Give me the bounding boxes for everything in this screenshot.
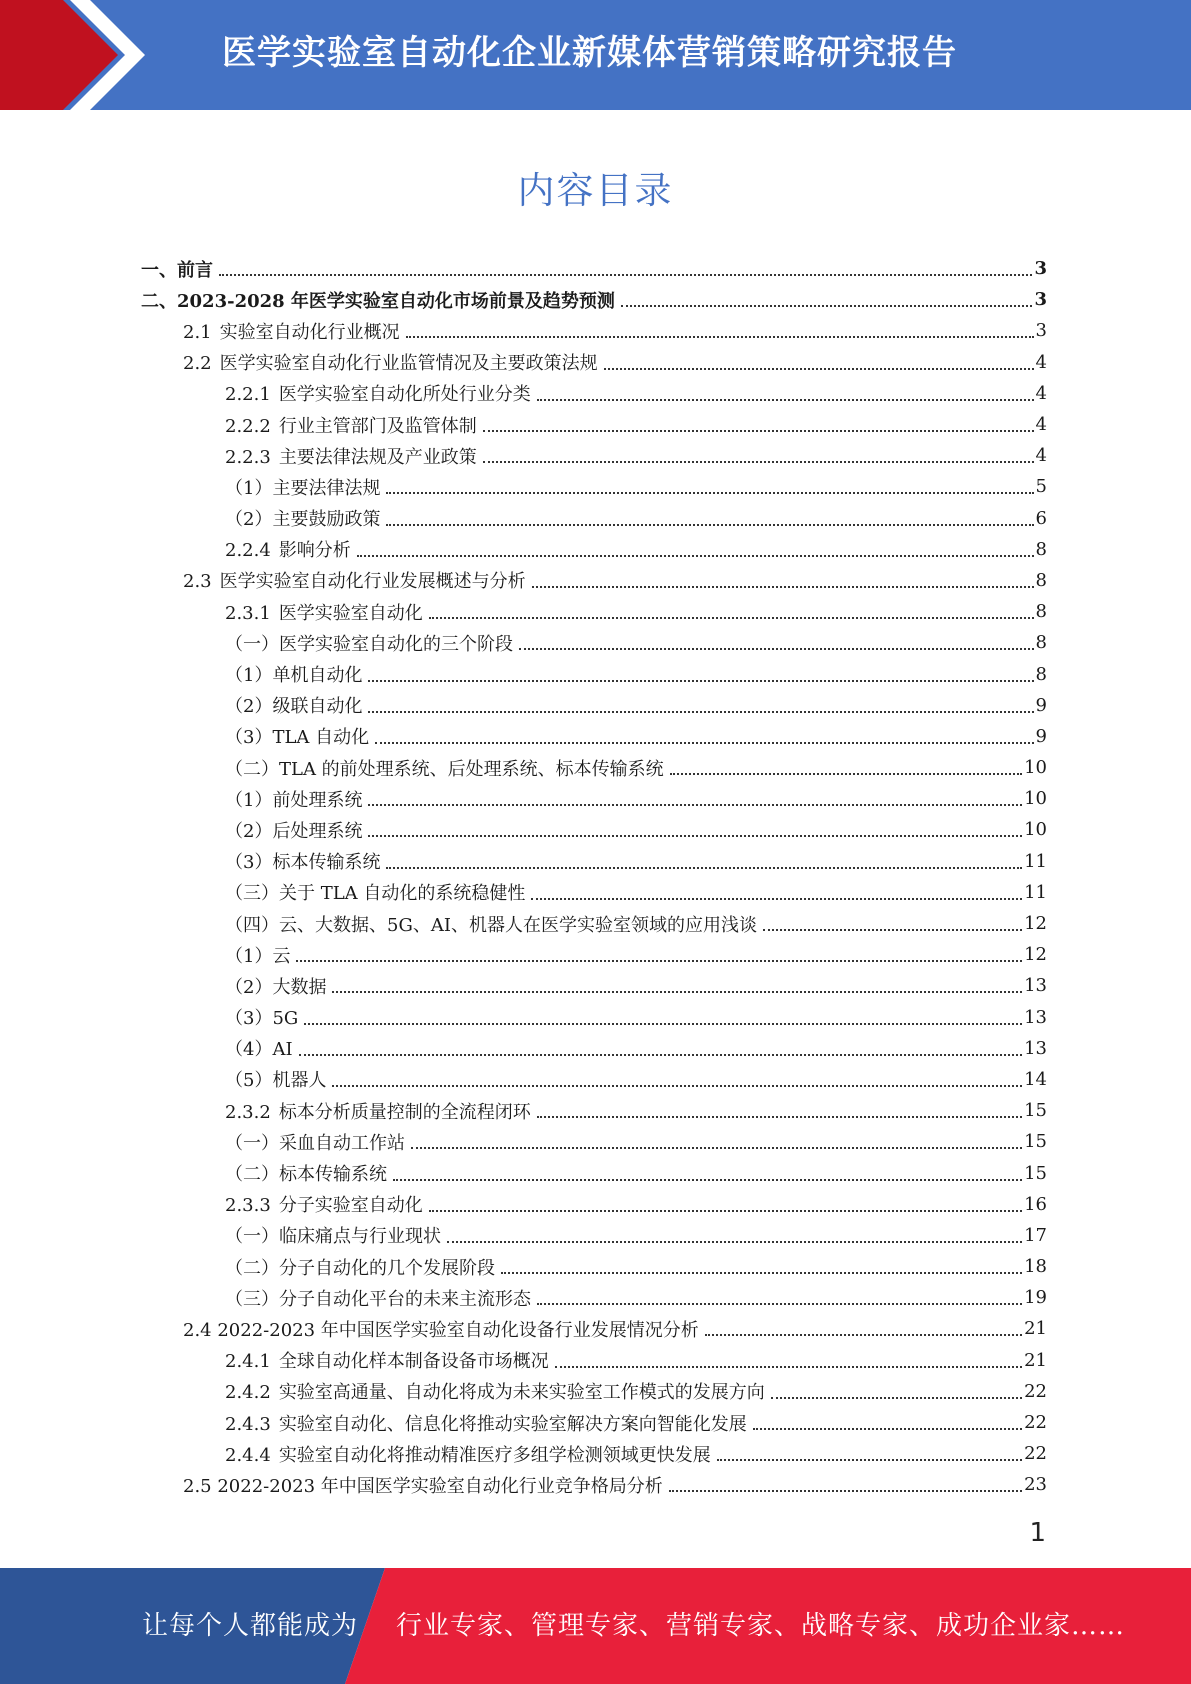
toc-page-number: 4 [1035, 382, 1047, 404]
toc-entry-label: 二、2023-2028 年医学实验室自动化市场前景及趋势预测 [141, 290, 615, 312]
toc-entry-text [225, 1347, 549, 1373]
toc-entry-label: （5）机器人 [225, 1070, 327, 1092]
toc-entry[interactable] [0, 658, 1191, 689]
toc-page-number: 14 [1024, 1068, 1047, 1090]
toc-page-number: 13 [1024, 1037, 1047, 1059]
toc-page-number: 21 [1024, 1318, 1047, 1340]
footer-slogan-right: 行业专家、管理专家、营销专家、战略专家、成功企业家…… [396, 1611, 1126, 1641]
toc-page-number: 11 [1024, 850, 1047, 872]
toc-page-number: 19 [1024, 1287, 1047, 1309]
toc-entry-label: （4）AI [225, 1039, 293, 1061]
toc-entry[interactable] [0, 939, 1191, 970]
toc-entry-text [225, 911, 757, 937]
toc-page-number: 16 [1024, 1193, 1047, 1215]
toc-dot-leader [447, 1240, 1022, 1243]
toc-entry-label: 全球自动化样本制备设备市场概况 [278, 1351, 549, 1373]
toc-entry-text [225, 380, 531, 406]
toc-page-number: 11 [1024, 881, 1047, 903]
toc-dot-leader [296, 959, 1022, 962]
toc-page-number: 15 [1024, 1162, 1047, 1184]
toc-page-number: 13 [1024, 975, 1047, 997]
toc-page-number: 8 [1035, 601, 1047, 623]
toc-entry-text [225, 505, 380, 531]
toc-entry-label: 分子实验室自动化 [278, 1195, 423, 1217]
toc-dot-leader [771, 1396, 1022, 1399]
toc-entry-label: （2）级联自动化 [225, 696, 363, 718]
toc-entry-number: 2.4.3 [225, 1413, 271, 1435]
toc-entry[interactable] [0, 1313, 1191, 1344]
toc-page-number: 8 [1035, 569, 1047, 591]
toc-entry-text [225, 1160, 387, 1186]
toc-dot-leader [483, 460, 1034, 463]
toc-dot-leader [717, 1458, 1022, 1461]
toc-entry-text [225, 1066, 326, 1092]
toc-entry[interactable] [0, 596, 1191, 627]
toc-page-number: 3 [1034, 258, 1047, 280]
toc-entry-text [225, 942, 290, 968]
toc-entry[interactable] [0, 347, 1191, 378]
toc-entry-label: （三）关于 TLA 自动化的系统稳健性 [225, 883, 526, 905]
toc-entry-text [225, 630, 513, 656]
toc-entry-number: 2.2.2 [225, 415, 271, 437]
toc-page-number: 17 [1024, 1224, 1047, 1246]
toc-entry-label: （二）TLA 的前处理系统、后处理系统、标本传输系统 [225, 758, 664, 780]
toc-entry-label: 一、前言 [141, 259, 213, 281]
toc-entry-number: 2.1 [183, 321, 212, 343]
toc-entry-text [225, 599, 423, 625]
toc-entry-text [225, 474, 380, 500]
toc-dot-leader [429, 1209, 1022, 1212]
toc-dot-leader [537, 398, 1034, 401]
toc-entry-text [225, 692, 362, 718]
toc-entry[interactable] [0, 690, 1191, 721]
toc-entry-number: 2.3.2 [225, 1101, 271, 1123]
toc-page-number: 15 [1024, 1131, 1047, 1153]
toc-page-number: 4 [1035, 445, 1047, 467]
toc-entry-label: 医学实验室自动化行业监管情况及主要政策法规 [219, 353, 598, 375]
toc-entry[interactable] [0, 534, 1191, 565]
toc-entry[interactable] [0, 846, 1191, 877]
toc-dot-leader [670, 772, 1022, 775]
toc-entry[interactable] [0, 752, 1191, 783]
toc-page-number: 10 [1024, 819, 1047, 841]
toc-dot-leader [406, 335, 1034, 338]
toc-entry-number: 2.4.2 [225, 1382, 271, 1404]
toc-entry-text [225, 879, 525, 905]
toc-entry-number: 2.3.3 [225, 1195, 271, 1217]
toc-entry-number: 2.3 [183, 571, 212, 593]
toc-entry[interactable] [0, 1157, 1191, 1188]
toc-entry[interactable] [0, 503, 1191, 534]
toc-entry-label: 医学实验室自动化行业发展概述与分析 [219, 571, 526, 593]
toc-entry[interactable] [0, 1220, 1191, 1251]
toc-entry-label: （2）主要鼓励政策 [225, 509, 381, 531]
toc-dot-leader [763, 928, 1022, 931]
toc-page-number: 8 [1035, 663, 1047, 685]
toc-entry-label: （四）云、大数据、5G、AI、机器人在医学实验室领域的应用浅谈 [225, 914, 757, 936]
toc-entry-text [141, 287, 615, 313]
toc-entry-label: 标本分析质量控制的全流程闭环 [278, 1101, 531, 1123]
toc-dot-leader [368, 679, 1033, 682]
toc-dot-leader [519, 647, 1034, 650]
toc-entry-label: 2.5 2022-2023 年中国医学实验室自动化行业竞争格局分析 [183, 1475, 663, 1497]
toc-entry-label: （3）TLA 自动化 [225, 727, 370, 749]
toc-dot-leader [332, 1084, 1022, 1087]
toc-entry[interactable] [0, 409, 1191, 440]
toc-dot-leader [299, 1053, 1023, 1056]
toc-page-number: 22 [1024, 1443, 1047, 1465]
toc-entry[interactable] [0, 908, 1191, 939]
toc-entry[interactable] [0, 1282, 1191, 1313]
toc-page-number: 8 [1035, 632, 1047, 654]
toc-entry[interactable] [0, 970, 1191, 1001]
toc-entry[interactable] [0, 378, 1191, 409]
toc-entry-text [225, 786, 362, 812]
toc-entry-text [225, 973, 326, 999]
toc-dot-leader [621, 304, 1033, 307]
footer-slogan-left: 让每个人都能成为 [142, 1611, 359, 1641]
toc-entry[interactable] [0, 1002, 1191, 1033]
toc-entry[interactable] [0, 1469, 1191, 1500]
toc-dot-leader [219, 273, 1032, 276]
toc-entry-label: 主要法律法规及产业政策 [278, 446, 477, 468]
toc-entry-label: 实验室高通量、自动化将成为未来实验室工作模式的发展方向 [278, 1382, 765, 1404]
toc-dot-leader [386, 866, 1022, 869]
toc-entry-text [225, 1222, 441, 1248]
toc-entry[interactable] [0, 284, 1191, 315]
toc-entry-label: （1）前处理系统 [225, 789, 363, 811]
toc-entry-text [225, 1410, 747, 1436]
toc-entry[interactable] [0, 315, 1191, 346]
toc-page-number: 12 [1024, 913, 1047, 935]
toc-entry[interactable] [0, 721, 1191, 752]
toc-entry-text [225, 1035, 293, 1061]
toc-dot-leader [532, 585, 1034, 588]
toc-entry-label: （3）标本传输系统 [225, 852, 381, 874]
toc-entry[interactable] [0, 1438, 1191, 1469]
toc-page-number: 5 [1035, 476, 1047, 498]
toc-dot-leader [386, 491, 1033, 494]
toc-dot-leader [304, 1022, 1022, 1025]
toc-page-number: 13 [1024, 1006, 1047, 1028]
toc-dot-leader [411, 1146, 1022, 1149]
toc-entry-label: （2）后处理系统 [225, 820, 363, 842]
toc-page-number: 3 [1035, 320, 1047, 342]
toc-entry[interactable] [0, 1376, 1191, 1407]
toc-page-number: 10 [1024, 788, 1047, 810]
toc-entry-text [183, 318, 400, 344]
toc-page-number: 3 [1034, 289, 1047, 311]
toc-entry-text [225, 848, 380, 874]
footer-band [0, 1568, 1191, 1684]
header-arrow-decoration [0, 0, 150, 110]
toc-dot-leader [393, 1178, 1022, 1181]
toc-entry-text [225, 1378, 765, 1404]
toc-entry-label: （1）云 [225, 945, 291, 967]
toc-entry-number: 2.4.1 [225, 1351, 271, 1373]
toc-entry-label: （一）医学实验室自动化的三个阶段 [225, 633, 513, 655]
toc-entry-text [225, 412, 477, 438]
toc-entry[interactable] [0, 440, 1191, 471]
toc-entry[interactable] [0, 1095, 1191, 1126]
toc-entry-text [183, 1316, 699, 1342]
toc-page-number: 12 [1024, 944, 1047, 966]
toc-entry[interactable] [0, 1251, 1191, 1282]
toc-entry-label: （二）分子自动化的几个发展阶段 [225, 1257, 495, 1279]
toc-dot-leader [669, 1489, 1022, 1492]
toc-dot-leader [604, 367, 1034, 370]
toc-entry-label: 实验室自动化、信息化将推动实验室解决方案向智能化发展 [278, 1413, 747, 1435]
toc-entry-text [225, 443, 477, 469]
toc-entry-text [225, 1254, 495, 1280]
toc-entry-label: （一）采血自动工作站 [225, 1132, 405, 1154]
toc-entry[interactable] [0, 565, 1191, 596]
toc-dot-leader [368, 710, 1033, 713]
toc-dot-leader [332, 990, 1022, 993]
toc-entry-label: 医学实验室自动化所处行业分类 [278, 384, 531, 406]
toc-entry-label: 实验室自动化行业概况 [219, 321, 400, 343]
table-of-contents [0, 253, 1191, 1501]
toc-page-number: 18 [1024, 1256, 1047, 1278]
toc-dot-leader [531, 897, 1022, 900]
toc-dot-leader [368, 834, 1022, 837]
toc-page-number: 6 [1035, 507, 1047, 529]
toc-page-number: 9 [1035, 694, 1047, 716]
toc-entry-number: 2.2.1 [225, 384, 271, 406]
toc-entry-label: 实验室自动化将推动精准医疗多组学检测领域更快发展 [278, 1444, 711, 1466]
toc-page-number: 4 [1035, 414, 1047, 436]
toc-page-number: 9 [1035, 725, 1047, 747]
toc-dot-leader [537, 1115, 1022, 1118]
toc-dot-leader [429, 616, 1034, 619]
toc-entry-text [225, 723, 369, 749]
report-title: 医学实验室自动化企业新媒体营销策略研究报告 [222, 33, 957, 73]
toc-entry[interactable] [0, 1407, 1191, 1438]
toc-entry[interactable] [0, 877, 1191, 908]
toc-page-number: 23 [1024, 1474, 1047, 1496]
toc-entry-label: （2）大数据 [225, 976, 327, 998]
toc-entry[interactable] [0, 1033, 1191, 1064]
toc-entry-text [225, 1098, 531, 1124]
toc-dot-leader [375, 741, 1033, 744]
toc-entry[interactable] [0, 1189, 1191, 1220]
toc-dot-leader [357, 554, 1034, 557]
toc-entry-text [225, 661, 362, 687]
toc-entry[interactable] [0, 814, 1191, 845]
toc-entry-label: （一）临床痛点与行业现状 [225, 1226, 441, 1248]
page-number: 1 [1029, 1518, 1046, 1548]
toc-dot-leader [483, 429, 1034, 432]
toc-entry-text [225, 1285, 531, 1311]
toc-title: 内容目录 [517, 169, 674, 212]
toc-entry-text [225, 817, 362, 843]
toc-entry-label: 影响分析 [278, 540, 351, 562]
toc-entry[interactable] [0, 1064, 1191, 1095]
toc-entry-number: 2.2 [183, 353, 212, 375]
toc-entry[interactable] [0, 1126, 1191, 1157]
toc-entry-number: 2.2.3 [225, 446, 271, 468]
toc-entry-text [225, 1004, 298, 1030]
toc-dot-leader [501, 1271, 1022, 1274]
toc-entry-text [183, 567, 526, 593]
toc-entry-label: 2.4 2022-2023 年中国医学实验室自动化设备行业发展情况分析 [183, 1319, 699, 1341]
toc-entry-text [183, 349, 598, 375]
toc-entry-label: （1）主要法律法规 [225, 477, 381, 499]
toc-page-number: 22 [1024, 1412, 1047, 1434]
toc-page-number: 15 [1024, 1100, 1047, 1122]
toc-entry[interactable] [0, 253, 1191, 284]
toc-entry-text [225, 536, 351, 562]
toc-entry-number: 2.3.1 [225, 602, 271, 624]
toc-entry[interactable] [0, 471, 1191, 502]
toc-page-number: 10 [1024, 757, 1047, 779]
toc-entry[interactable] [0, 1345, 1191, 1376]
toc-entry-number: 2.4.4 [225, 1444, 271, 1466]
toc-entry-label: （二）标本传输系统 [225, 1164, 387, 1186]
toc-entry[interactable] [0, 627, 1191, 658]
toc-entry-text [141, 256, 213, 282]
toc-dot-leader [386, 523, 1033, 526]
toc-page-number: 8 [1035, 538, 1047, 560]
toc-entry-label: 行业主管部门及监管体制 [278, 415, 477, 437]
toc-entry-text [225, 755, 664, 781]
toc-dot-leader [368, 803, 1022, 806]
toc-entry-label: （1）单机自动化 [225, 665, 363, 687]
toc-entry[interactable] [0, 783, 1191, 814]
toc-entry-label: （3）5G [225, 1008, 299, 1030]
toc-entry-label: 医学实验室自动化 [278, 602, 423, 624]
toc-entry-label: （三）分子自动化平台的未来主流形态 [225, 1288, 531, 1310]
toc-page-number: 4 [1035, 351, 1047, 373]
toc-dot-leader [537, 1302, 1022, 1305]
toc-entry-number: 2.2.4 [225, 540, 271, 562]
toc-entry-text [225, 1129, 405, 1155]
toc-dot-leader [753, 1427, 1022, 1430]
toc-entry-text [183, 1472, 663, 1498]
toc-dot-leader [555, 1365, 1022, 1368]
header-band [0, 0, 1191, 110]
toc-dot-leader [705, 1333, 1022, 1336]
toc-page-number: 21 [1024, 1349, 1047, 1371]
toc-entry-text [225, 1191, 423, 1217]
toc-page-number: 22 [1024, 1380, 1047, 1402]
toc-entry-text [225, 1441, 711, 1467]
